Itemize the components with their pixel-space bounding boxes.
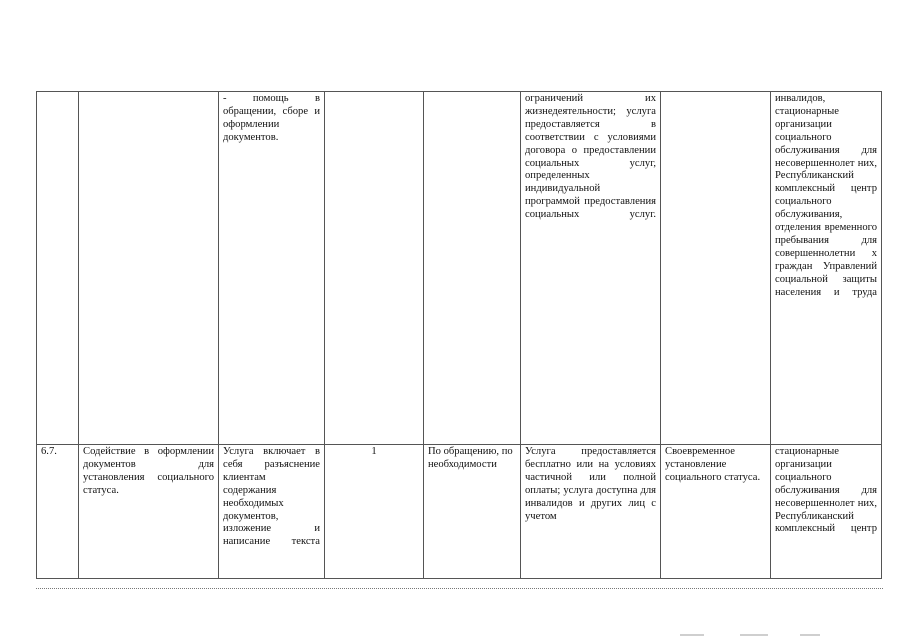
cell-result <box>661 445 771 579</box>
cell-providers <box>771 92 882 445</box>
page-bottom-rule <box>36 588 883 589</box>
cell-service-name <box>79 445 219 579</box>
volume-value: 1 <box>371 446 377 457</box>
cell-conditions <box>521 92 661 445</box>
table-row <box>37 445 882 579</box>
cell-description <box>219 92 325 445</box>
description-text: Услуга включает в себя разъяснение клиентам содержания необходимых документов, изложение и написание текста <box>223 446 320 548</box>
service-name-text: Содействие в оформлении документов для установления социального статуса. <box>83 446 214 496</box>
scan-artifact <box>800 634 820 636</box>
cell-providers <box>771 445 882 579</box>
services-table <box>36 91 882 579</box>
conditions-text: ограничений их жизнедеятельности; услуга предоставляется в соответствии с условиями договора о предоставлении социальных услуг, определенных индивидуальной программой предоставления социальных услуг. <box>525 93 656 221</box>
providers-text: стационарные организации социального обслуживания для несовершеннолет них, Республиканский комплексный центр <box>775 446 877 535</box>
cell-result <box>661 92 771 445</box>
scan-artifact <box>740 634 768 636</box>
cell-description <box>219 445 325 579</box>
cell-period <box>424 92 521 445</box>
cell-number <box>37 92 79 445</box>
conditions-text: Услуга предоставляется бесплатно или на условиях частичной или полной оплаты; услуга доступна для инвалидов и других лиц с учетом <box>525 446 656 522</box>
row-number: 6.7. <box>41 446 57 457</box>
description-text: - помощь в обращении, сборе и оформлении документов. <box>223 93 320 143</box>
table-row <box>37 92 882 445</box>
cell-conditions <box>521 445 661 579</box>
cell-number <box>37 445 79 579</box>
cell-period <box>424 445 521 579</box>
cell-volume <box>325 445 424 579</box>
result-text: Своевременное установление социального статуса. <box>665 446 761 483</box>
scan-artifact <box>680 634 704 636</box>
cell-volume <box>325 92 424 445</box>
period-text: По обращению, по необходимости <box>428 446 513 470</box>
providers-text: инвалидов, стационарные организации социального обслуживания для несовершеннолет них, Республиканский комплексный центр социального обслуживания, отделения временного пребывания для совершеннолетни х граждан Управлений социальной защиты населения и труда <box>775 93 877 298</box>
cell-service-name <box>79 92 219 445</box>
